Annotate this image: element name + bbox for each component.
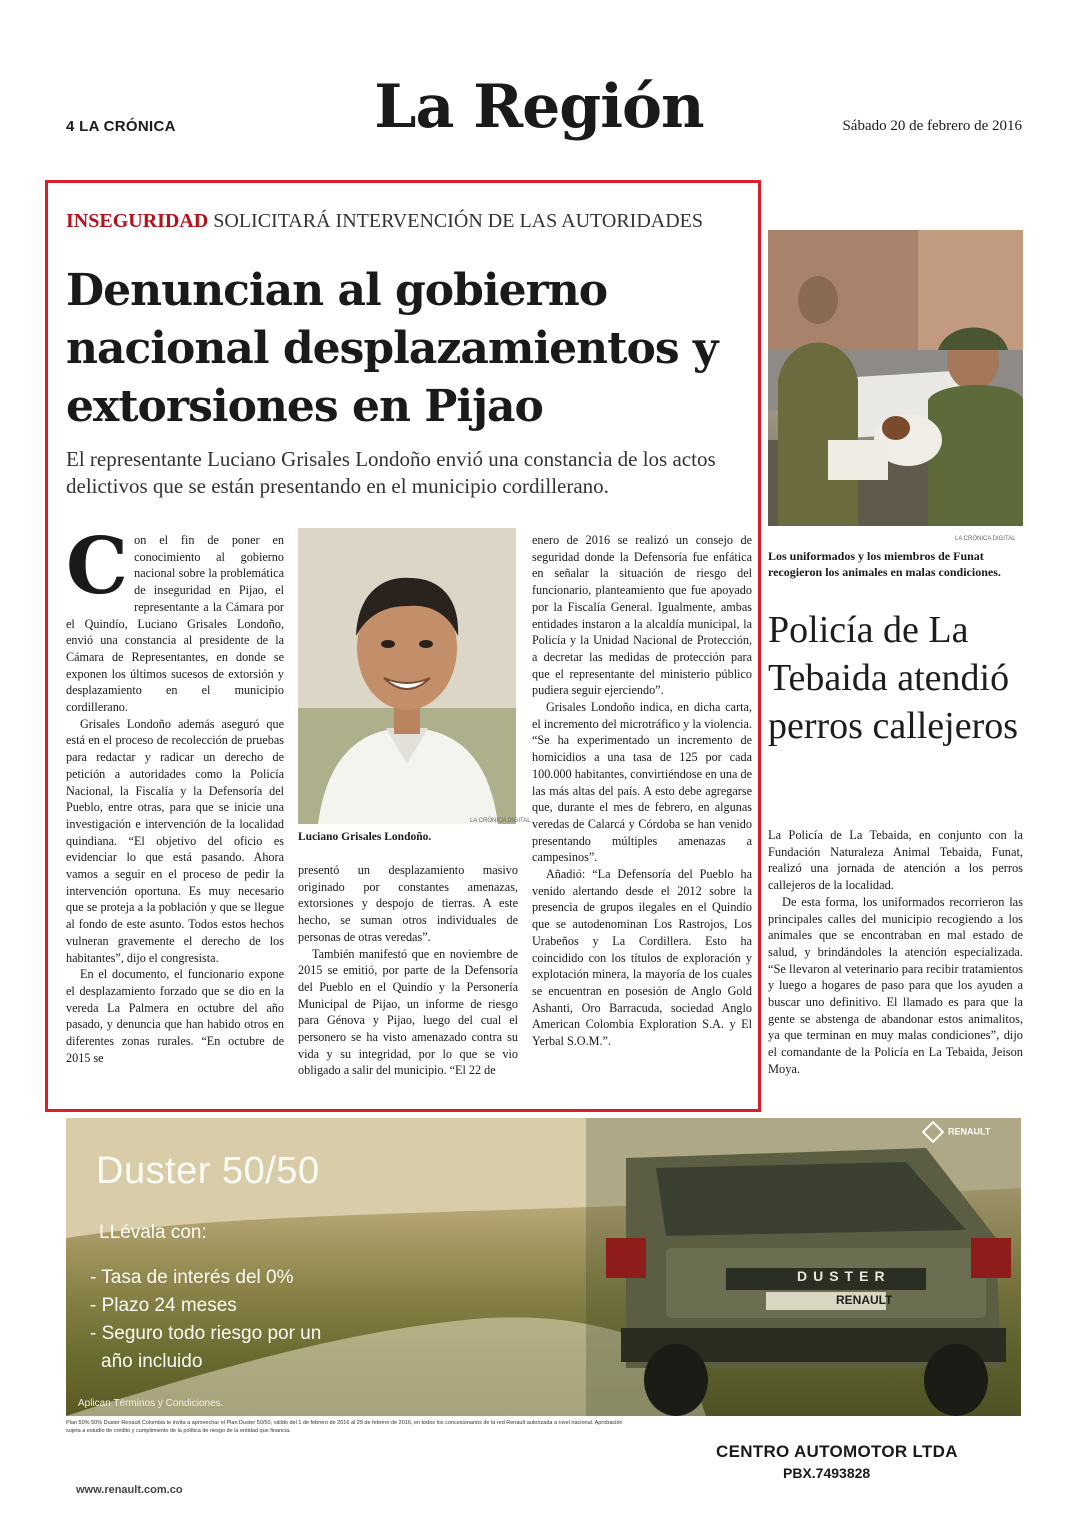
- paragraph: Añadió: “La Defensoría del Pueblo ha venido alertando desde el 2012 sobre la presencia de grupos ilegales en el Quindío que se autodenominan Los Rastrojos, Los Urabeños y La Cordillera. Esto ha coincidido con los títulos de exploración y explotación minera, la mayoría de los cuales se encuentran en posesión de Anglo Gold Ashanti, Oro Barracuda, sociedad Anglo American Colombia Exploration S.A. y El Yerbal S.O.M.”.: [532, 867, 752, 1049]
- paragraph: on el fin de poner en conocimiento al gobierno nacional sobre la problemática de inseguridad en Pijao, el representante a la Cámara por el Quindío, Luciano Grisales Londoño, envió una constancia al presidente de la Cámara de Representantes, en donde se exponen los últimos sucesos de extorsión y desplazamiento en el municipio cordillerano.: [66, 533, 284, 715]
- paragraph: enero de 2016 se realizó un consejo de seguridad donde la Defensoría fue enfática en señalar la situación de riesgo del funcionario, planteamiento que fue apoyado por la Fiscalía General. Igualmente, ambas entidades instaron a la alcaldía municipal, la Policía y la Unidad Nacional de Protección, a decretar las medidas de protección para que el representante del ministerio público pudiera seguir ejerciendo”.: [532, 533, 752, 698]
- paragraph: De esta forma, los uniformados recorrieron las principales calles del municipio recogiendo a los animales que se encontraban en mal estado de salud, y brindándoles la atención especializada. “Se llevaron al veterinario para recibir tratamientos y luego a hogares de paso para que los ayuden a buscar uno definitivo. El llamado es para que la gente se abstenga de abandonar estos animalitos, ya que terminan en muy malas condiciones”, dijo el comandante de la Policía en La Tebaida, Jeison Moya.: [768, 894, 1023, 1076]
- dealer-name: CENTRO AUTOMOTOR LTDA: [716, 1442, 958, 1461]
- page-date: Sábado 20 de febrero de 2016: [842, 118, 1022, 134]
- paragraph: presentó un desplazamiento masivo originado por constantes amenazas, extorsiones y despojo de tierras. A este hecho, se suman otros individuales de personas de otras veredas”.: [298, 863, 518, 944]
- article-column-2: [298, 862, 518, 1079]
- license-plate-bottom: RENAULT: [836, 1293, 893, 1307]
- paragraph: Grisales Londoño además aseguró que está en el proceso de recolección de pruebas para redactar y radicar un derecho de petición a autoridades como la Policía Nacional, la Fiscalía y la Defensoría del Pueblo, entre otras, para que se inicie una investigación e intervención de la localidad quindiana. “El objetivo del oficio es evidenciar lo que está pasando. Ahora vamos a seguir en el proceso de pedir la intervención oportuna. Es muy necesario que se proteja a la población y que se llegue al fondo de este asunto. Todos estos hechos vulneran gravemente el derecho de los habitantes”, dijo el congresista.: [66, 716, 284, 965]
- article-subhead: El representante Luciano Grisales Londoño envió una constancia de los actos delictivos que se están presentando en el municipio cordillerano.: [66, 447, 716, 498]
- side-article-headline: Policía de La Tebaida atendió perros callejeros: [768, 609, 1019, 747]
- article-kicker: [66, 210, 756, 233]
- ad-terms: Aplican Términos y Condiciones.: [78, 1398, 224, 1409]
- photo-caption: Luciano Grisales Londoño.: [298, 831, 432, 843]
- drop-cap: C: [66, 521, 129, 612]
- ad-item: - Seguro todo riesgo por un: [90, 1323, 322, 1344]
- article-column-3: [532, 532, 752, 1050]
- ad-item: - Plazo 24 meses: [90, 1295, 237, 1316]
- article-column-1: [66, 521, 284, 1067]
- dealer-phone: PBX.7493828: [783, 1465, 871, 1481]
- renault-logo: RENAULT: [925, 1124, 990, 1140]
- paragraph: También manifestó que en noviembre de 2015 se emitió, por parte de la Defensoría del Pueblo en el Quindío y la Personería Municipal de Pijao, un informe de riesgo para Génova y Pijao, luego del cual el personero se ha visto amenazado contra su vida y su integridad, por lo que se vio obligado a salir del municipio. “El 22 de: [298, 946, 518, 1078]
- portrait-photo: [298, 528, 516, 824]
- page-number: 4 LA CRÓNICA: [66, 118, 176, 135]
- license-plate-top: DUSTER: [797, 1268, 891, 1284]
- ad-url[interactable]: www.renault.com.co: [76, 1484, 183, 1496]
- photo-credit: LA CRÓNICA DIGITAL: [470, 818, 531, 824]
- kicker-tag: INSEGURIDAD: [66, 210, 209, 232]
- paragraph: Grisales Londoño indica, en dicha carta, el incremento del microtráfico y la violencia. “Se ha experimentado un incremento de homicidios a una tasa de 125 por cada 100.000 habitantes, convirtiéndose en una de las más altas del país. A esto debe agregarse que, durante el mes de febrero, en algunas veredas de Calarcá y Córdoba se han venido presentando múltiples amenazas a campesinos”.: [532, 700, 752, 865]
- side-article-body: [768, 827, 1023, 1078]
- article-headline: Denuncian al gobierno nacional desplazamientos y extorsiones en Pijao: [66, 265, 718, 432]
- photo-caption: Los uniformados y los miembros de Funat recogieron los animales en malas condiciones.: [768, 549, 1001, 579]
- kicker-text: SOLICITARÁ INTERVENCIÓN DE LAS AUTORIDADES: [213, 210, 703, 232]
- ad-fine-print: Plan 50% 50% Duster Renault Colombia te invita a aprovechar el Plan Duster 50/50, válido del 1 de febrero de 2016 al 29 de febrero de 2016, en todos los concesionarios de la red Renault autorizada a nivel nacional. Aprobación sujeta a estudio de crédito y cumplimiento de la política de riesgo de la entidad que financia.: [66, 1420, 623, 1434]
- photo-credit: LA CRÓNICA DIGITAL: [955, 536, 1016, 542]
- paragraph: La Policía de La Tebaida, en conjunto con la Fundación Naturaleza Animal Tebaida, Funat, realizó una jornada de atención a los perros callejeros de la localidad.: [768, 828, 1023, 893]
- renault-diamond-icon: [922, 1121, 945, 1144]
- paragraph: En el documento, el funcionario expone el desplazamiento forzado que se dio en la vereda La Palmera en octubre del año pasado, y denuncia que han habido otros en diferentes zonas rurales. “En octubre de 2015 se: [66, 967, 284, 1065]
- dog-rescue-photo: [768, 230, 1023, 526]
- section-title: La Región: [374, 72, 704, 142]
- ad-title: Duster 50/50: [96, 1150, 320, 1192]
- ad-item: - Tasa de interés del 0%: [90, 1267, 294, 1288]
- ad-subtitle: LLévala con:: [99, 1222, 207, 1243]
- ad-item: año incluido: [101, 1351, 203, 1372]
